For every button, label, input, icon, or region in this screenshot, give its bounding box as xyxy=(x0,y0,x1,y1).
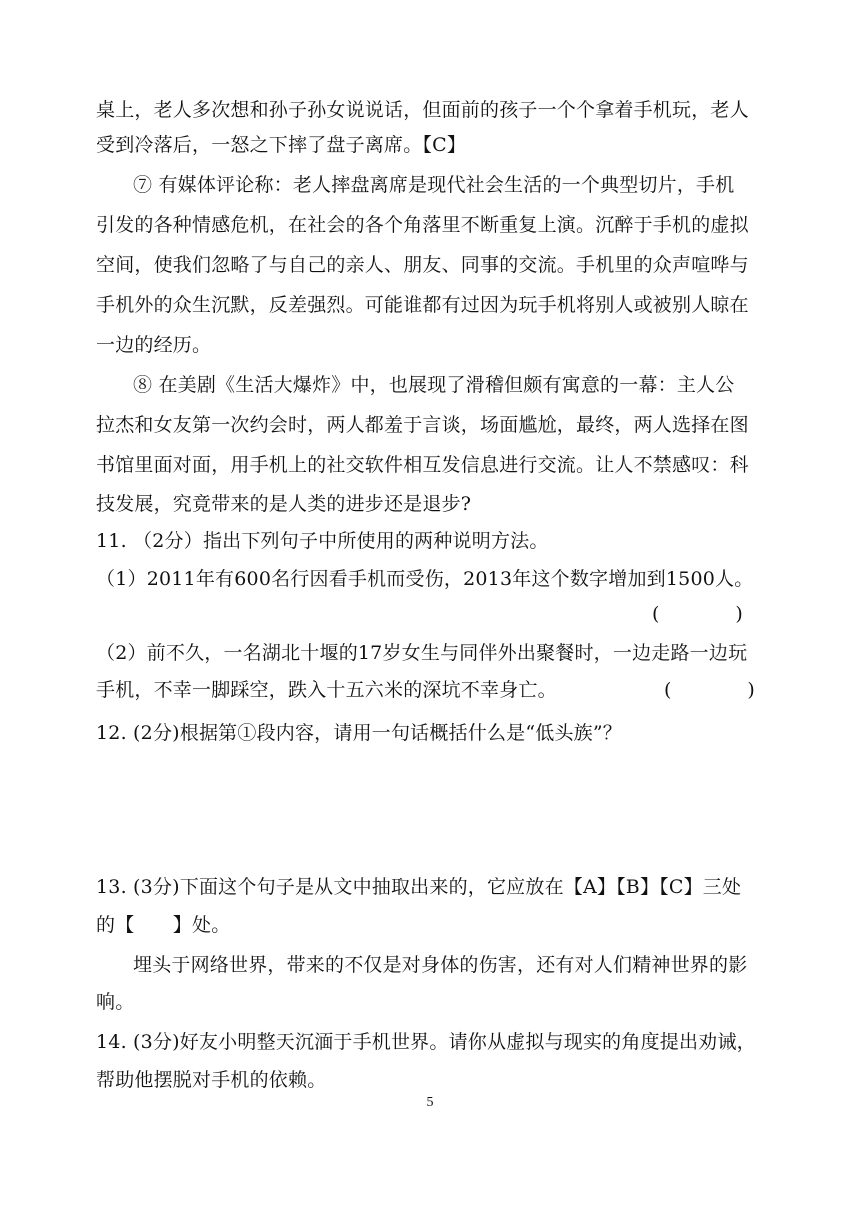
question-11-sentence-1: （1）2011年有600名行因看手机而受伤，2013年这个数字增加到1500人。 xyxy=(96,568,754,590)
question-11-sentence-2-line-1: （2）前不久，一名湖北十堰的17岁女生与同伴外出聚餐时，一边走路一边玩 xyxy=(96,642,748,664)
paragraph-7-line-4: 手机外的众生沉默，反差强烈。可能谁都有过因为玩手机将别人或被别人晾在 xyxy=(96,294,749,316)
extracted-sentence-line-2: 响。 xyxy=(96,991,135,1013)
paragraph-8-line-3: 书馆里面对面，用手机上的社交软件相互发信息进行交流。让人不禁感叹：科 xyxy=(96,454,749,476)
paragraph-6-line-2: 受到冷落后，一怒之下摔了盘子离席。【C】 xyxy=(96,134,467,156)
paragraph-8-line-2: 拉杰和女友第一次约会时，两人都羞于言谈，场面尴尬，最终，两人选择在图 xyxy=(96,414,749,436)
question-14-line-1: 14. (3分)好友小明整天沉湎于手机世界。请你从虚拟与现实的角度提出劝诫， xyxy=(96,1031,756,1053)
question-11-sentence-2-line-2: 手机，不幸一脚踩空，跌入十五六米的深坑不幸身亡。 xyxy=(96,679,557,701)
paragraph-7-line-5: 一边的经历。 xyxy=(96,334,212,356)
question-14-line-2: 帮助他摆脱对手机的依赖。 xyxy=(96,1069,327,1091)
paragraph-7-line-3: 空间，使我们忽略了与自己的亲人、朋友、同事的交流。手机里的众声喧哗与 xyxy=(96,254,749,276)
question-13-line-2: 的【 】处。 xyxy=(96,914,231,936)
answer-blank-1[interactable]: ( ) xyxy=(652,603,743,625)
paragraph-8-line-1: ⑧ 在美剧《生活大爆炸》中，也展现了滑稽但颇有寓意的一幕：主人公 xyxy=(133,374,735,396)
extracted-sentence-line-1: 埋头于网络世界，带来的不仅是对身体的伤害，还有对人们精神世界的影 xyxy=(133,954,748,976)
paragraph-8-line-4: 技发展，究竟带来的是人类的进步还是退步? xyxy=(96,493,472,515)
question-13-line-1: 13. (3分)下面这个句子是从文中抽取出来的，它应放在【A】【B】【C】三处 xyxy=(96,876,742,898)
paragraph-6-line-1: 桌上，老人多次想和孙子孙女说说话，但面前的孩子一个个拿着手机玩，老人 xyxy=(96,99,749,121)
answer-blank-2[interactable]: ( ) xyxy=(664,679,755,701)
paragraph-7-line-2: 引发的各种情感危机，在社会的各个角落里不断重复上演。沉醉于手机的虚拟 xyxy=(96,214,749,236)
question-11: 11. （2分）指出下列句子中所使用的两种说明方法。 xyxy=(96,530,549,552)
paragraph-7-line-1: ⑦ 有媒体评论称：老人摔盘离席是现代社会生活的一个典型切片，手机 xyxy=(133,174,735,196)
page-number: 5 xyxy=(426,1095,434,1110)
question-12: 12. (2分)根据第①段内容，请用一句话概括什么是“低头族”？ xyxy=(96,722,622,744)
